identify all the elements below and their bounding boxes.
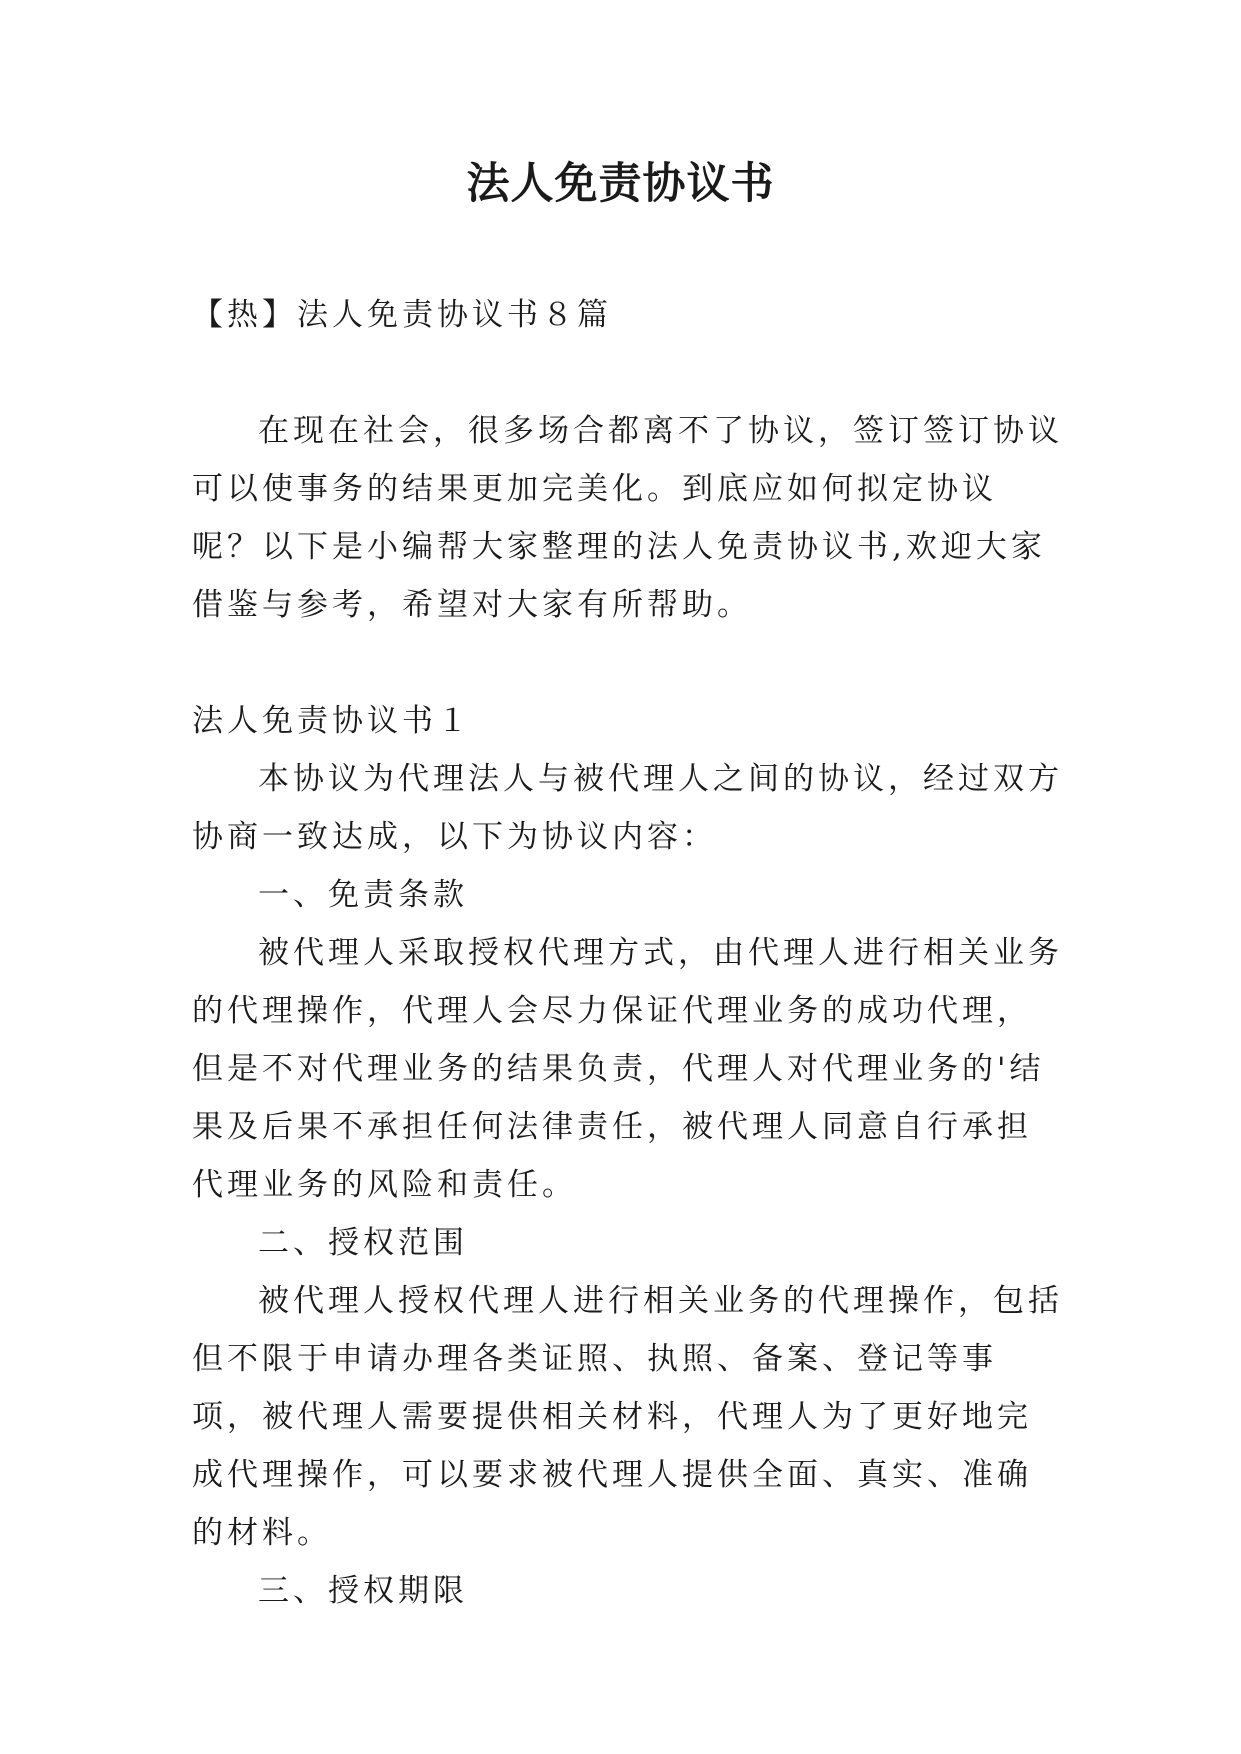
document-subtitle: 【热】法人免责协议书８篇 (192, 297, 612, 333)
clause-title-disclaimer: 一、免责条款 (258, 877, 468, 913)
clause-title-scope: 二、授权范围 (258, 1225, 468, 1261)
section-heading: 法人免责协议书１ (192, 703, 472, 739)
agreement-intro-paragraph: 本协议为代理法人与被代理人之间的协议，经过双方协商一致达成，以下为协议内容： (192, 761, 1063, 855)
clause-text-scope: 被代理人授权代理人进行相关业务的代理操作，包括但不限于申请办理各类证照、执照、备案、登记等事项，被代理人需要提供相关材料，代理人为了更好地完成代理操作，可以要求被代理人提供全面、真实、准确的材料。 (192, 1283, 1063, 1551)
intro-paragraph: 在现在社会，很多场合都离不了协议，签订签订协议可以使事务的结果更加完美化。到底应如何拟定协议呢？以下是小编帮大家整理的法人免责协议书,欢迎大家借鉴与参考，希望对大家有所帮助。 (192, 413, 1063, 623)
document-title: 法人免责协议书 (466, 159, 775, 209)
clause-title-term: 三、授权期限 (258, 1573, 468, 1609)
clause-text-disclaimer: 被代理人采取授权代理方式，由代理人进行相关业务的代理操作，代理人会尽力保证代理业务的成功代理，但是不对代理业务的结果负责，代理人对代理业务的'结果及后果不承担任何法律责任，被代理人同意自行承担代理业务的风险和责任。 (192, 935, 1063, 1203)
document-body (192, 286, 1064, 1620)
